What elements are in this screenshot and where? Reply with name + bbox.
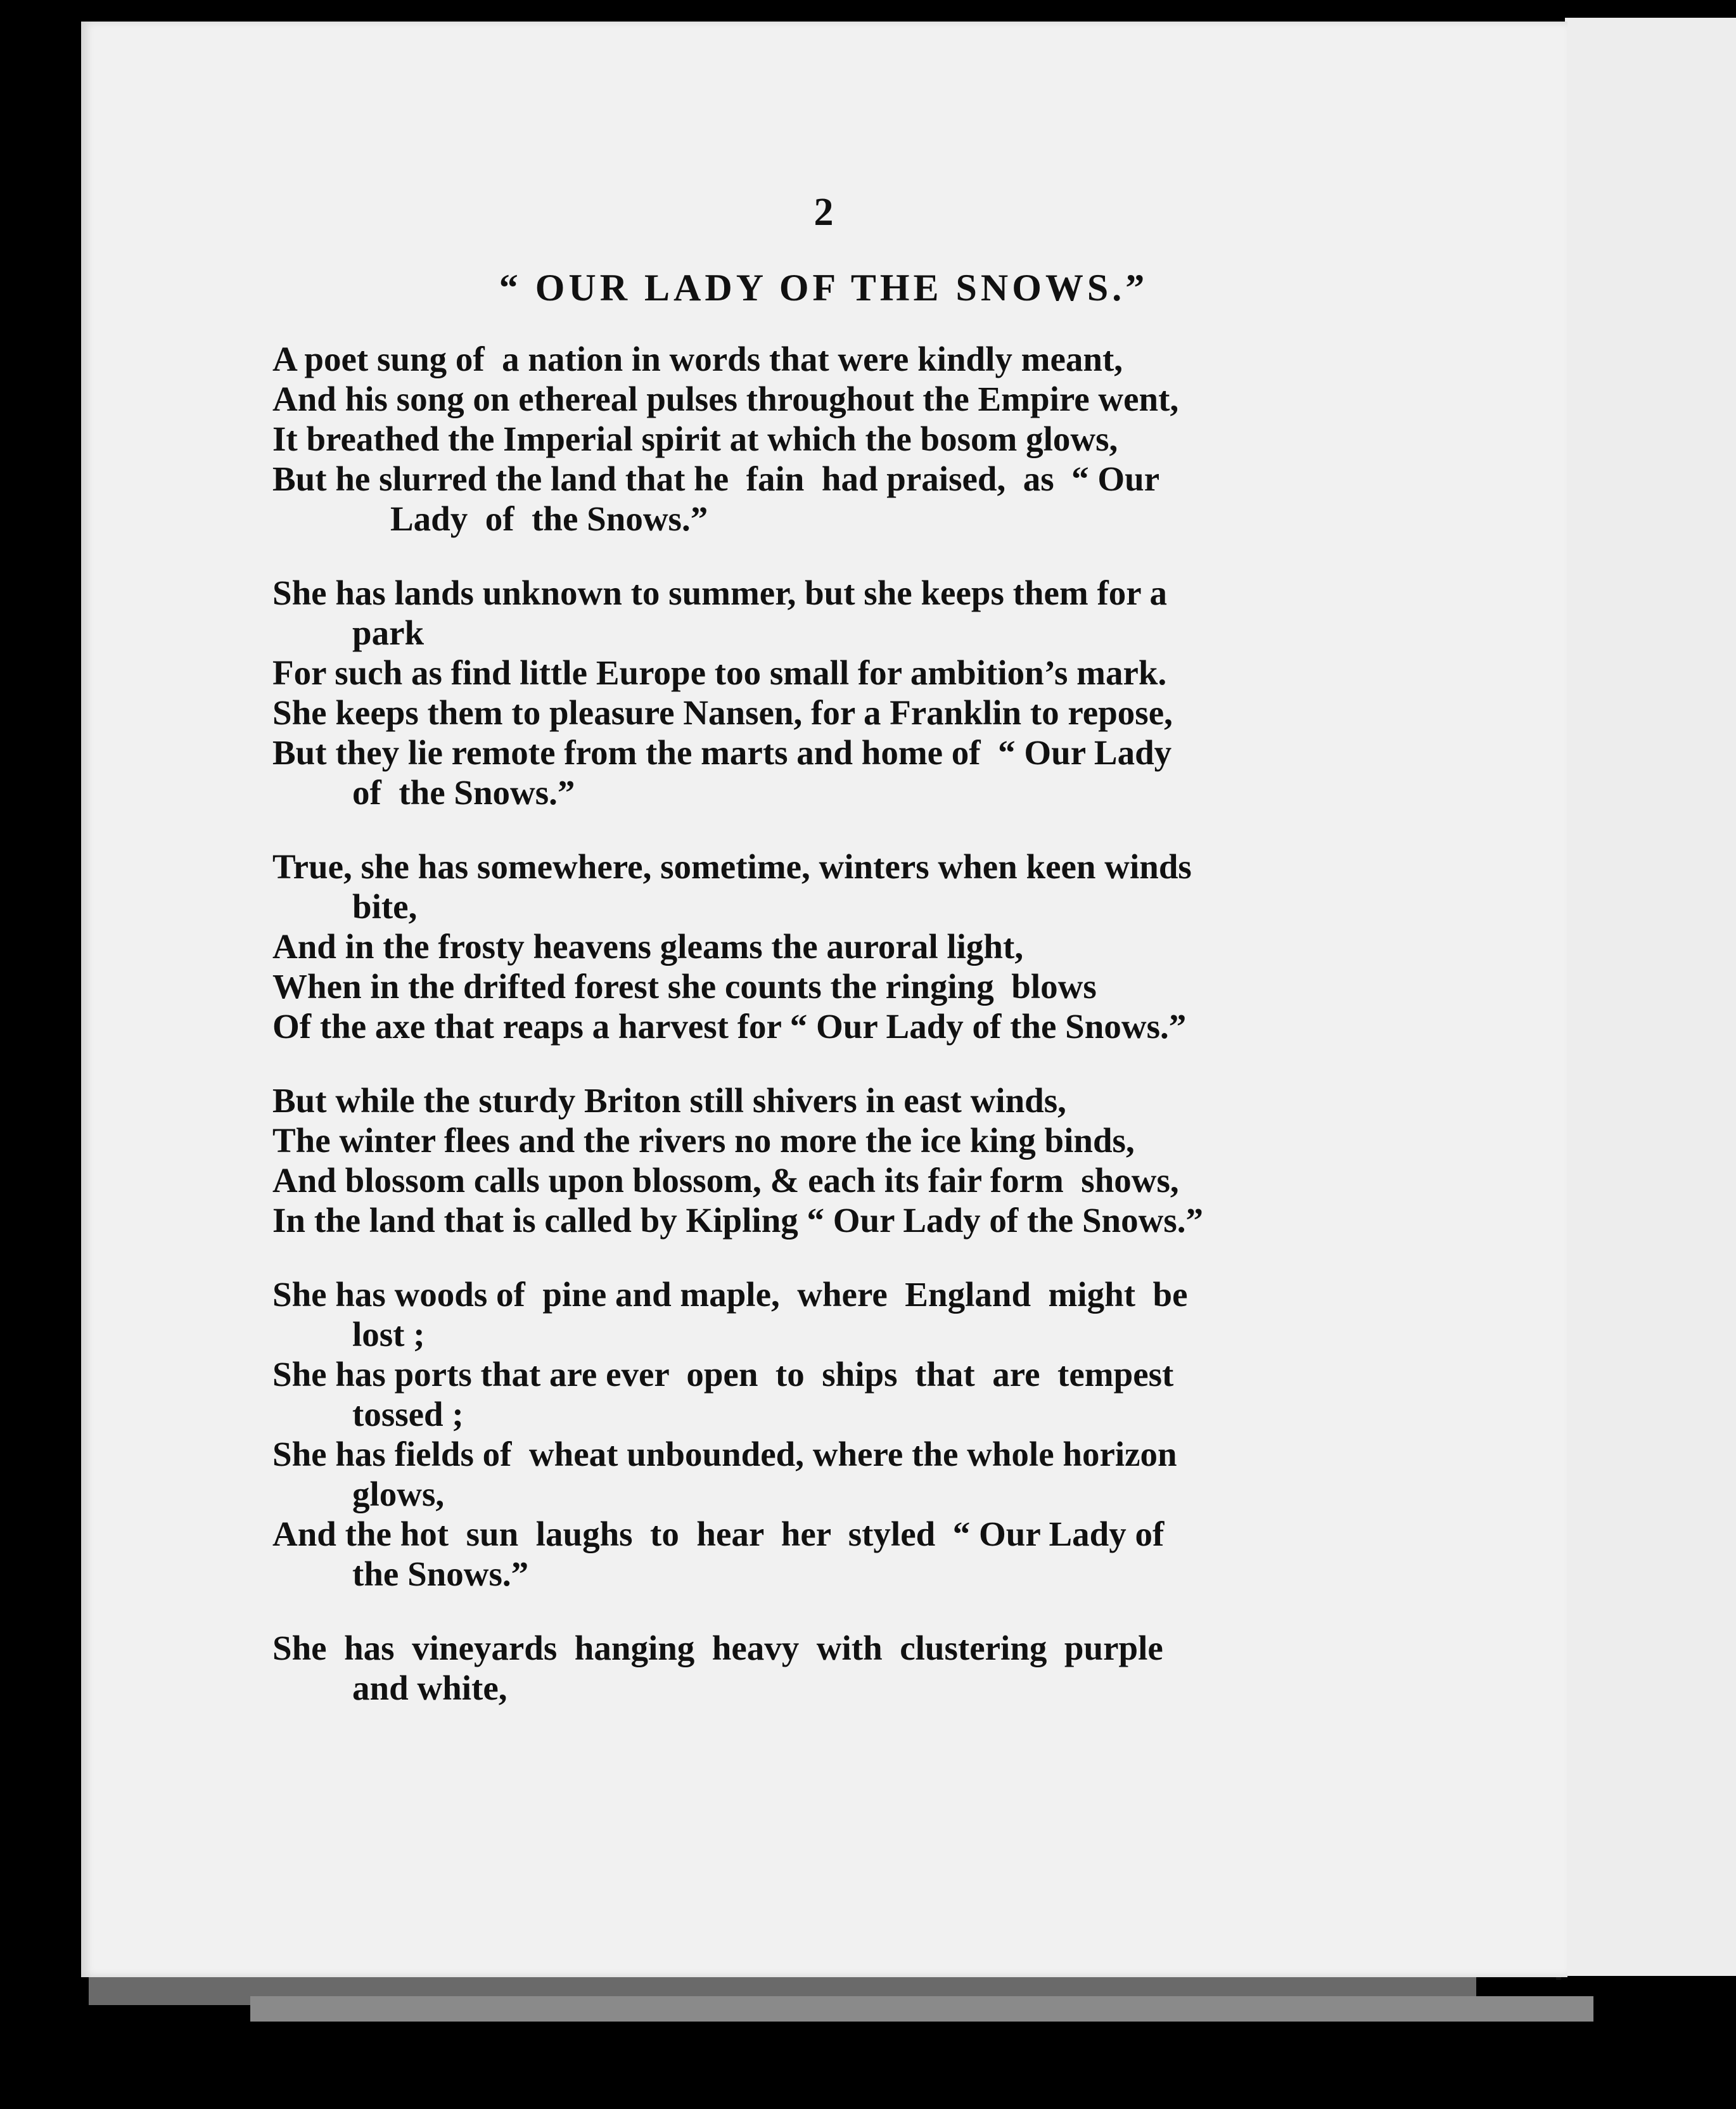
- stanza-4: [272, 1080, 1388, 1240]
- poem-line: When in the drifted forest she counts the ringing blows: [272, 967, 1097, 1006]
- poem-line: She has fields of wheat unbounded, where the whole horizon: [272, 1435, 1177, 1473]
- poem-line-continuation: tossed ;: [352, 1395, 464, 1433]
- page-stack-shadow-lower: [250, 1996, 1593, 2022]
- poem-line: And in the frosty heavens gleams the auroral light,: [272, 927, 1024, 966]
- poem-line: Of the axe that reaps a harvest for “ Our Lady of the Snows.”: [272, 1007, 1187, 1046]
- poem-line-continuation: and white,: [352, 1669, 507, 1707]
- poem-line: She keeps them to pleasure Nansen, for a Franklin to repose,: [272, 693, 1173, 732]
- stanza-5: [272, 1274, 1388, 1594]
- poem-line: The winter flees and the rivers no more the ice king binds,: [272, 1121, 1135, 1160]
- poem-title: “ OUR LADY OF THE SNOWS.”: [499, 267, 1149, 309]
- poem-line: For such as find little Europe too small for ambition’s mark.: [272, 653, 1167, 692]
- poem-line-continuation: bite,: [352, 887, 418, 926]
- poem-line: In the land that is called by Kipling “ Our Lady of the Snows.”: [272, 1201, 1204, 1240]
- page-number: 2: [814, 191, 834, 234]
- poem-line: And blossom calls upon blossom, & each its fair form shows,: [272, 1161, 1179, 1200]
- poem-line: But he slurred the land that he fain had praised, as “ Our: [272, 459, 1160, 498]
- poem-line-continuation: lost ;: [352, 1315, 425, 1354]
- stanza-2: [272, 573, 1388, 812]
- poem-line: But while the sturdy Briton still shivers in east winds,: [272, 1081, 1066, 1120]
- stanza-3: [272, 847, 1388, 1046]
- poem-line: A poet sung of a nation in words that were kindly meant,: [272, 340, 1123, 378]
- poem-line-continuation: park: [352, 613, 424, 652]
- poem-line: But they lie remote from the marts and home of “ Our Lady: [272, 733, 1172, 772]
- poem-body: [272, 339, 1388, 1742]
- poem-line: She has lands unknown to summer, but she keeps them for a: [272, 574, 1167, 612]
- poem-line: She has woods of pine and maple, where England might be: [272, 1275, 1188, 1314]
- poem-line: It breathed the Imperial spirit at which the bosom glows,: [272, 420, 1118, 458]
- poem-line: And his song on ethereal pulses throughout the Empire went,: [272, 380, 1179, 418]
- poem-line-continuation: Lady of the Snows.”: [390, 499, 708, 538]
- poem-line-continuation: the Snows.”: [352, 1555, 529, 1593]
- poem-line-continuation: glows,: [352, 1475, 445, 1513]
- stanza-6: [272, 1628, 1388, 1708]
- poem-line: True, she has somewhere, sometime, winters when keen winds: [272, 847, 1192, 886]
- poem-line: And the hot sun laughs to hear her styled “ Our Lady of: [272, 1515, 1165, 1553]
- poem-line: She has ports that are ever open to ships that are tempest: [272, 1355, 1174, 1394]
- poem-line-continuation: of the Snows.”: [352, 773, 575, 812]
- stanza-1: [272, 339, 1388, 539]
- adjacent-page-edge: [1565, 18, 1736, 1976]
- poem-line: She has vineyards hanging heavy with clustering purple: [272, 1629, 1163, 1667]
